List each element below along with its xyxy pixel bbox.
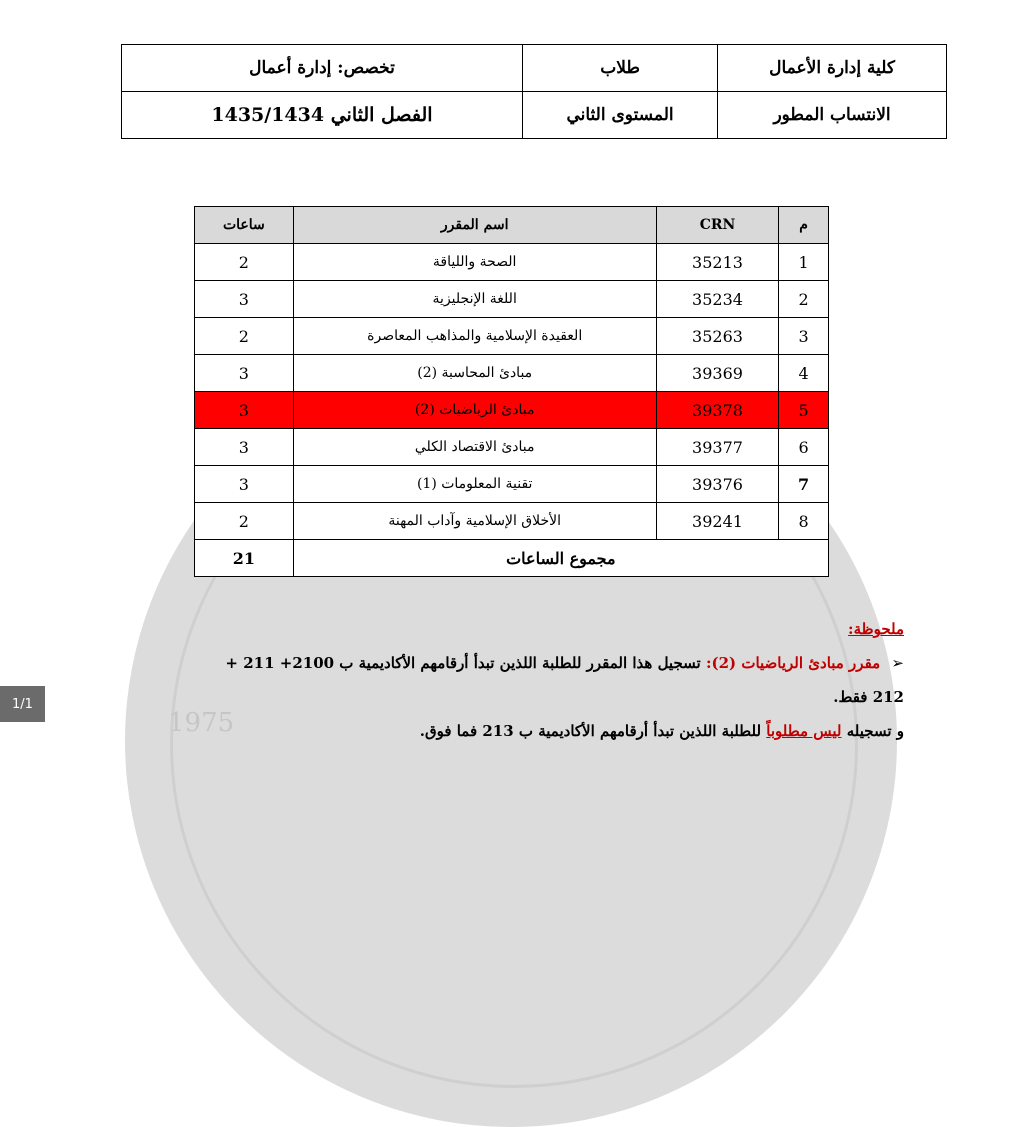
table-row [195, 503, 829, 540]
row-course-name: الأخلاق الإسلامية وآداب المهنة [293, 503, 656, 540]
total-label: مجموع الساعات [293, 540, 828, 577]
row-num: 1 [779, 244, 829, 281]
row-hours: 3 [195, 429, 294, 466]
col-header-hours: ساعات [195, 207, 294, 244]
row-crn: 39377 [656, 429, 779, 466]
header-row [122, 45, 947, 92]
watermark-year: 1975 [168, 708, 235, 738]
col-header-name: اسم المقرر [293, 207, 656, 244]
total-row [195, 540, 829, 577]
page-indicator[interactable]: 1/1 [0, 686, 45, 722]
note-text-1: تسجيل هذا المقرر للطلبة اللذين تبدأ أرقامهم الأكاديمية ب 2100+ 211 + [225, 654, 701, 672]
table-row [195, 466, 829, 503]
college-cell: كلية إدارة الأعمال [718, 45, 947, 92]
row-hours: 2 [195, 503, 294, 540]
program-cell: الانتساب المطور [718, 92, 947, 139]
row-crn: 35263 [656, 318, 779, 355]
row-hours: 2 [195, 318, 294, 355]
notes-title: ملحوظة: [848, 620, 904, 638]
note-course-label: مقرر مبادئ الرياضيات (2): [705, 654, 881, 672]
row-num: 7 [779, 466, 829, 503]
row-course-name: الصحة واللياقة [293, 244, 656, 281]
row-hours: 3 [195, 466, 294, 503]
row-course-name: اللغة الإنجليزية [293, 281, 656, 318]
note-prefix: و تسجيله [846, 722, 904, 740]
note-suffix: للطلبة اللذين تبدأ أرقامهم الأكاديمية ب 213 فما فوق. [419, 722, 762, 740]
row-course-name: مبادئ المحاسبة (2) [293, 355, 656, 392]
row-crn: 39376 [656, 466, 779, 503]
row-num: 8 [779, 503, 829, 540]
row-course-name: العقيدة الإسلامية والمذاهب المعاصرة [293, 318, 656, 355]
row-crn: 35234 [656, 281, 779, 318]
row-num: 4 [779, 355, 829, 392]
col-header-num: م [779, 207, 829, 244]
table-header-row [195, 207, 829, 244]
row-hours: 3 [195, 355, 294, 392]
level-cell: المستوى الثاني [522, 92, 717, 139]
row-course-name: تقنية المعلومات (1) [293, 466, 656, 503]
row-num: 5 [779, 392, 829, 429]
arrow-bullet-icon: ➢ [891, 654, 904, 672]
note-line-2: 212 فقط. [833, 688, 904, 706]
notes-section [104, 620, 904, 748]
row-num: 6 [779, 429, 829, 466]
header-table [121, 44, 947, 139]
row-crn: 39378 [656, 392, 779, 429]
specialization-cell: تخصص: إدارة أعمال [122, 45, 523, 92]
semester-cell: الفصل الثاني 1435/1434 [122, 92, 523, 139]
table-row [195, 244, 829, 281]
row-hours: 3 [195, 392, 294, 429]
row-course-name: مبادئ الاقتصاد الكلي [293, 429, 656, 466]
table-row [195, 318, 829, 355]
table-row-highlighted [195, 392, 829, 429]
courses-table [194, 206, 829, 577]
row-hours: 2 [195, 244, 294, 281]
row-num: 2 [779, 281, 829, 318]
row-crn: 39241 [656, 503, 779, 540]
row-hours: 3 [195, 281, 294, 318]
note-line-3 [104, 714, 904, 748]
students-cell: طلاب [522, 45, 717, 92]
table-row [195, 281, 829, 318]
header-row [122, 92, 947, 139]
row-course-name: مبادئ الرياضيات (2) [293, 392, 656, 429]
total-hours: 21 [195, 540, 294, 577]
row-crn: 39369 [656, 355, 779, 392]
row-num: 3 [779, 318, 829, 355]
table-row [195, 355, 829, 392]
note-highlight: ليس مطلوباً [766, 722, 842, 740]
col-header-crn: CRN [656, 207, 779, 244]
table-row [195, 429, 829, 466]
note-line-1 [104, 646, 904, 680]
row-crn: 35213 [656, 244, 779, 281]
